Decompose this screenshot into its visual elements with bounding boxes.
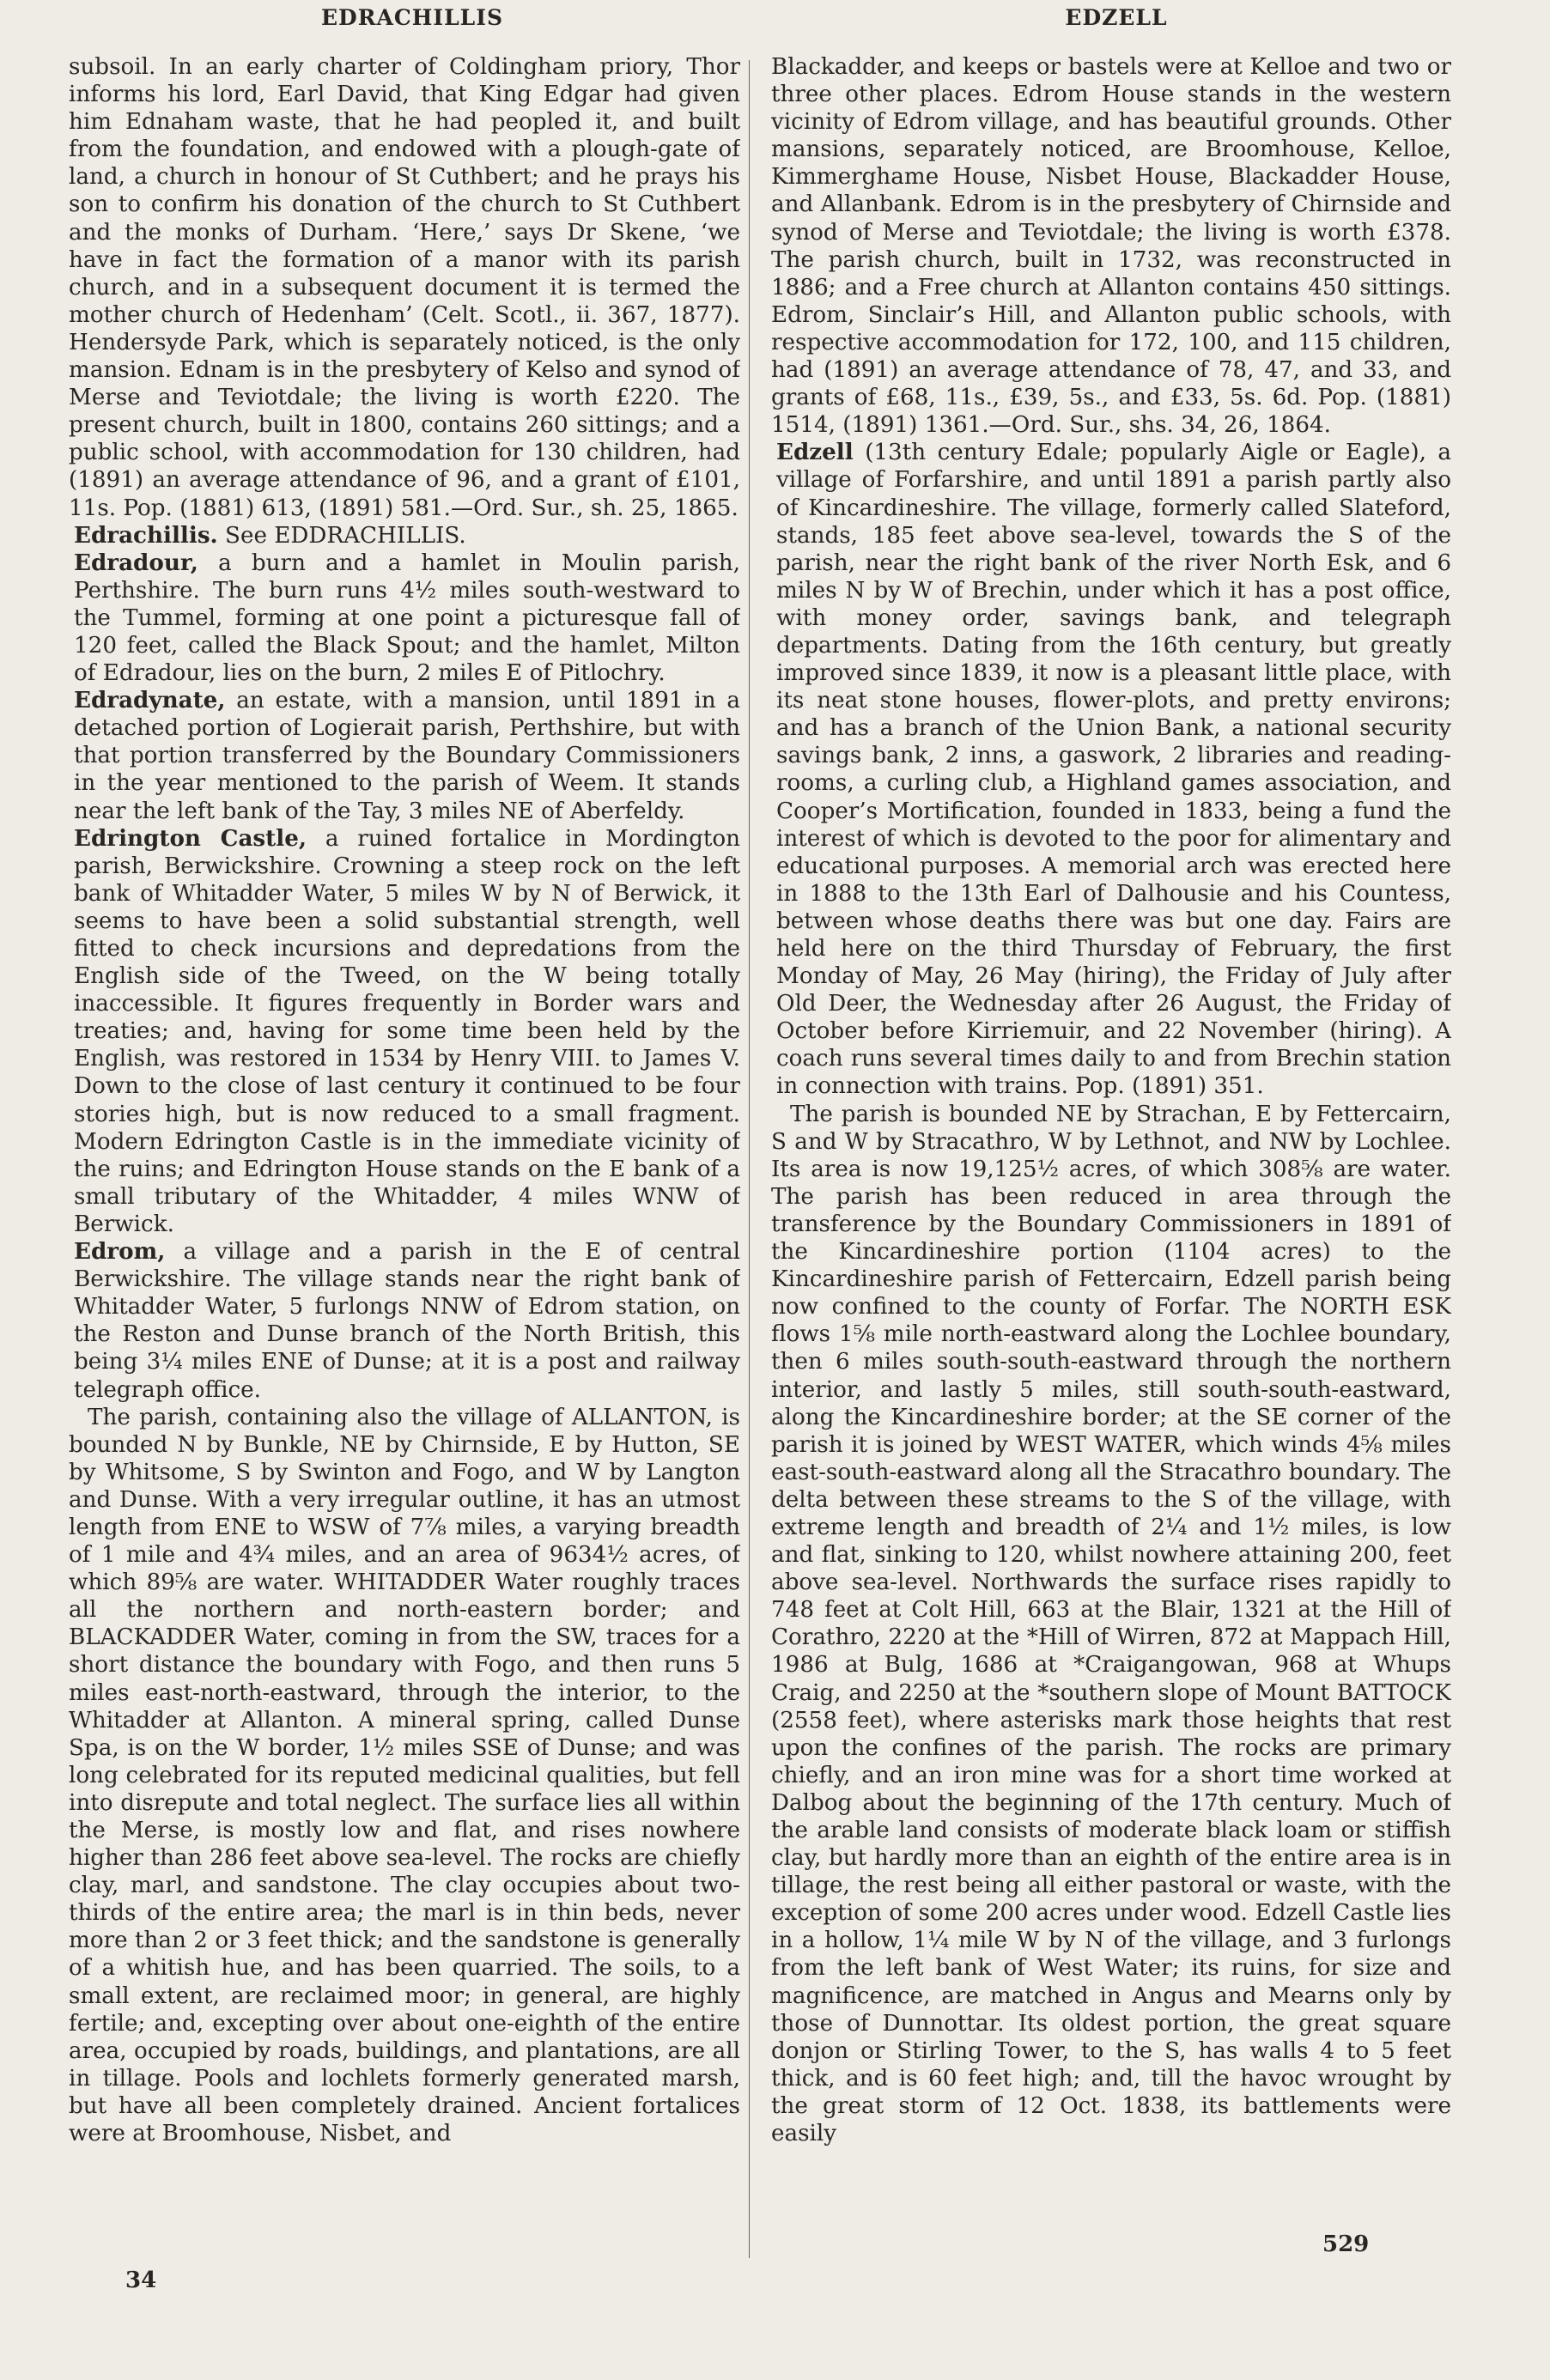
gazetteer-entry [69, 1238, 740, 1404]
paragraph: The parish is bounded NE by Strachan, E by Fettercairn, S and W by Stracathro, W by Lethnot, and NW by Lochlee. Its area is now 19,125½ acres, of which 308⅝ are water. The parish has been reduced in area through the transference by the Boundary Commissioners in 1891 of the Kincardineshire portion (1104 acres) to the Kincardineshire parish of Fettercairn, Edzell parish being now confined to the county of Forfar. The NORTH ESK flows 1⅝ mile north-eastward along the Lochlee boundary, then 6 miles south-south-eastward through the northern interior, and lastly 5 miles, still south-south-eastward, along the Kincardineshire border; at the SE corner of the parish it is joined by WEST WATER, which winds 4⅝ miles east-south-eastward along all the Stracathro boundary. The delta between these streams to the S of the village, with extreme length and breadth of 2¼ and 1½ miles, is low and flat, sinking to 120, whilst nowhere attaining 200, feet above sea-level. Northwards the surface rises rapidly to 748 feet at Colt Hill, 663 at the Blair, 1321 at the Hill of Corathro, 2220 at the *Hill of Wirren, 872 at Mappach Hill, 1986 at Bulg, 1686 at *Craigangowan, 968 at Whups Craig, and 2250 at the *southern slope of Mount BATTOCK (2558 feet), where asterisks mark those heights that rest upon the confines of the parish. The rocks are primary chiefly, and an iron mine was for a short time worked at Dalbog about the beginning of the 17th century. Much of the arable land consists of moderate black loam or stiffish clay, but hardly more than an eighth of the entire area is in tillage, the rest being all either pastoral or waste, with the exception of some 200 acres under wood. Edzell Castle lies in a hollow, 1¼ mile W by N of the village, and 3 furlongs from the left bank of West Water; its ruins, for size and magnificence, are matched in Angus and Mearns only by those of Dunnottar. Its oldest portion, the great square donjon or Stirling Tower, to the S, has walls 4 to 5 feet thick, and is 60 feet high; and, till the havoc wrought by the great storm of 12 Oct. 1838, its battlements were easily [771, 1101, 1451, 2147]
entry-headword: Edrington Castle, [74, 824, 307, 852]
entry-text: an estate, with a mansion, until 1891 in a detached portion of Logierait parish, Perthshire, but with that portion transferred by the Boundary Commissioners in the year mentioned to the parish of Weem. It stands near the left bank of the Tay, 3 miles NE of Aberfeldy. [74, 688, 740, 824]
left-column [69, 53, 740, 2268]
paragraph: subsoil. In an early charter of Coldingham priory, Thor informs his lord, Earl David, that King Edgar had given him Ednaham waste, that he had peopled it, and built from the foundation, and endowed with a plough-gate of land, a church in honour of St Cuthbert; and he prays his son to confirm his donation of the church to St Cuthbert and the monks of Durham. ‘Here,’ says Dr Skene, ‘we have in fact the formation of a manor with its parish church, and in a subsequent document it is termed the mother church of Hedenham’ (Celt. Scotl., ii. 367, 1877). Hendersyde Park, which is separately noticed, is the only mansion. Ednam is in the presbytery of Kelso and synod of Merse and Teviotdale; the living is worth £220. The present church, built in 1800, contains 260 sittings; and a public school, with accommodation for 130 children, had (1891) an average attendance of 96, and a grant of £101, 11s. Pop. (1881) 613, (1891) 581.—Ord. Sur., sh. 25, 1865. [69, 54, 740, 521]
gazetteer-entry [69, 687, 740, 824]
entry-text: a ruined fortalice in Mordington parish, Berwickshire. Crowning a steep rock on the left bank of Whitadder Water, 5 miles W by N of Berwick, it seems to have been a solid substantial strength, well fitted to check incursions and depredations from the English side of the Tweed, on the W being totally inaccessible. It figures frequently in Border wars and treaties; and, having for some time been held by the English, was restored in 1534 by Henry VIII. to James V. Down to the close of last century it continued to be four stories high, but is now reduced to a small fragment. Modern Edrington Castle is in the immediate vicinity of the ruins; and Edrington House stands on the E bank of a small tributary of the Whitadder, 4 miles WNW of Berwick. [74, 825, 740, 1237]
entry-text: a village and a parish in the E of central Berwickshire. The village stands near the right bank of Whitadder Water, 5 furlongs NNW of Edrom station, on the Reston and Dunse branch of the North British, this being 3¼ miles ENE of Dunse; at it is a post and railway telegraph office. [74, 1239, 740, 1403]
entry-text: a burn and a hamlet in Moulin parish, Perthshire. The burn runs 4½ miles south-westward to the Tummel, forming at one point a picturesque fall of 120 feet, called the Black Spout; and the hamlet, Milton of Edradour, lies on the burn, 2 miles E of Pitlochry. [74, 549, 740, 687]
entry-text: See EDDRACHILLIS. [217, 522, 466, 549]
entry-text: (13th century Edale; popularly Aigle or Eagle), a village of Forfarshire, and until 1891 a parish partly also of Kincardineshire. The village, formerly called Slateford, stands, 185 feet above sea-level, towards the S of the parish, near the right bank of the river North Esk, and 6 miles N by W of Brechin, under which it has a post office, with money order, savings bank, and telegraph departments. Dating from the 16th century, but greatly improved since 1839, it now is a pleasant little place, with its neat stone houses, flower-plots, and pretty environs; and has a branch of the Union Bank, a national security savings bank, 2 inns, a gaswork, 2 libraries and reading-rooms, a curling club, a Highland games association, and Cooper’s Mortification, founded in 1833, being a fund the interest of which is devoted to the poor for alimentary and educational purposes. A memorial arch was erected here in 1888 to the 13th Earl of Dalhousie and his Countess, between whose deaths there was but one day. Fairs are held here on the third Thursday of February, the first Monday of May, 26 May (hiring), the Friday of July after Old Deer, the Wednesday after 26 August, the Friday of October before Kirriemuir, and 22 November (hiring). A coach runs several times daily to and from Brechin station in connection with trains. Pop. (1891) 351. [776, 440, 1451, 1100]
paragraph: Blackadder, and keeps or bastels were at Kelloe and two or three other places. Edrom House stands in the western vicinity of Edrom village, and has beautiful grounds. Other mansions, separately noticed, are Broomhouse, Kelloe, Kimmerghame House, Nisbet House, Blackadder House, and Allanbank. Edrom is in the presbytery of Chirnside and synod of Merse and Teviotdale; the living is worth £378. The parish church, built in 1732, was reconstructed in 1886; and a Free church at Allanton contains 450 sittings. Edrom, Sinclair’s Hill, and Allanton public schools, with respective accommodation for 172, 100, and 115 children, had (1891) an average attendance of 78, 47, and 33, and grants of £68, 11s., £39, 5s., and £33, 5s. 6d. Pop. (1881) 1514, (1891) 1361.—Ord. Sur., shs. 34, 26, 1864. [771, 54, 1451, 439]
gazetteer-entry [69, 522, 740, 549]
entry-headword: Edrom, [74, 1238, 166, 1266]
page-number: 529 [1322, 2231, 1370, 2257]
column-divider [749, 60, 750, 2258]
signature-mark: 34 [125, 2268, 157, 2293]
running-head-left: EDRACHILLIS [320, 5, 504, 30]
right-column [771, 53, 1451, 2268]
entry-headword: Edradynate, [74, 687, 226, 714]
running-head-right: EDZELL [1065, 5, 1168, 30]
entry-headword: Edrachillis. [74, 521, 218, 549]
entry-headword: Edzell [776, 439, 854, 466]
paragraph: The parish, containing also the village of ALLANTON, is bounded N by Bunkle, NE by Chirnside, E by Hutton, SE by Whitsome, S by Swinton and Fogo, and W by Langton and Dunse. With a very irregular outline, it has an utmost length from ENE to WSW of 7⅞ miles, a varying breadth of 1 mile and 4¾ miles, and an area of 9634½ acres, of which 89⅝ are water. WHITADDER Water roughly traces all the northern and north-eastern border; and BLACKADDER Water, coming in from the SW, traces for a short distance the boundary with Fogo, and then runs 5 miles east-north-eastward, through the interior, to the Whitadder at Allanton. A mineral spring, called Dunse Spa, is on the W border, 1½ miles SSE of Dunse; and was long celebrated for its reputed medicinal qualities, but fell into disrepute and total neglect. The surface lies all within the Merse, is mostly low and flat, and rises nowhere higher than 286 feet above sea-level. The rocks are chiefly clay, marl, and sandstone. The clay occupies about two-thirds of the entire area; the marl is in thin beds, never more than 2 or 3 feet thick; and the sandstone is generally of a whitish hue, and has been quarried. The soils, to a small extent, are reclaimed moor; in general, are highly fertile; and, excepting over about one-eighth of the entire area, occupied by roads, buildings, and plantations, are all in tillage. Pools and lochlets formerly generated marsh, but have all been completely drained. Ancient fortalices were at Broomhouse, Nisbet, and [69, 1404, 740, 2147]
entry-headword: Edradour, [74, 549, 198, 576]
gazetteer-entry [771, 439, 1451, 1100]
gazetteer-entry [69, 549, 740, 687]
gazetteer-entry [69, 825, 740, 1238]
